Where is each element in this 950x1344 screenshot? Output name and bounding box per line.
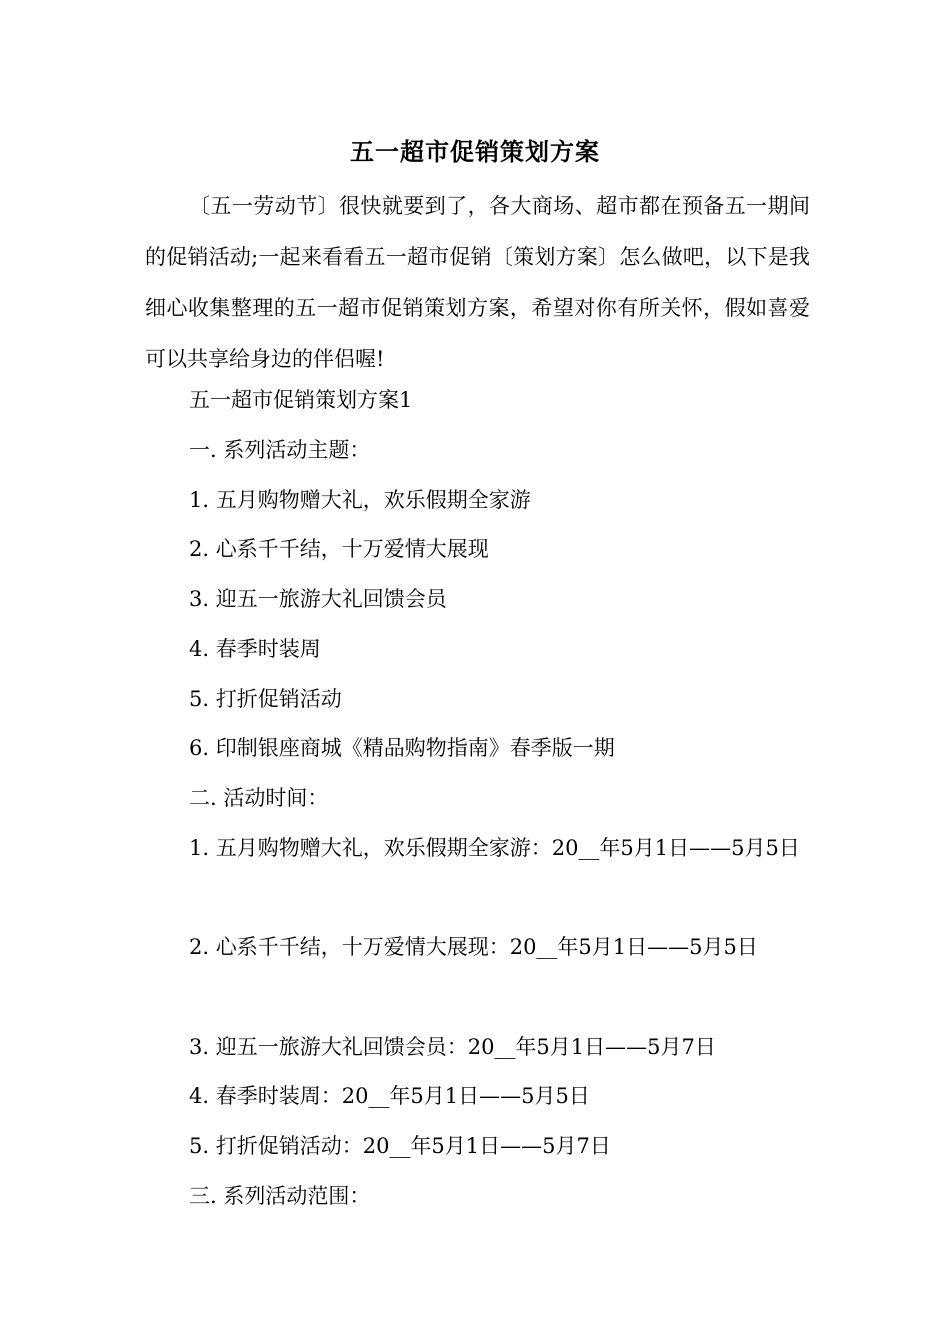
intro-paragraph: 〔五一劳动节〕很快就要到了，各大商场、超市都在预备五一期间的促销活动;一起来看看五一超市促销〔策划方案〕怎么做吧，以下是我细心收集整理的五一超市促销策划方案，希望对你有所关怀，假如喜爱可以共享给身边的伴侣喔!: [145, 194, 810, 371]
list-item: 3. 迎五一旅游大礼回馈会员: [189, 587, 447, 611]
list-item: 5. 打折促销活动: [189, 687, 342, 711]
list-item: 4. 春季时装周：20__年5月1日——5月5日: [189, 1084, 590, 1108]
list-item: 6. 印制银座商城《精品购物指南》春季版一期: [189, 736, 615, 760]
section3-heading: 三. 系列活动范围：: [189, 1184, 371, 1208]
plan-heading: 五一超市促销策划方案1: [189, 388, 413, 412]
list-item: 1. 五月购物赠大礼，欢乐假期全家游：20__年5月1日——5月5日: [189, 836, 800, 860]
list-item: 3. 迎五一旅游大礼回馈会员：20__年5月1日——5月7日: [189, 1035, 716, 1059]
section1-heading: 一. 系列活动主题：: [189, 438, 371, 462]
list-item: 1. 五月购物赠大礼，欢乐假期全家游: [189, 488, 531, 512]
section2-heading: 二. 活动时间：: [189, 786, 329, 810]
list-item: 2. 心系千千结，十万爱情大展现: [189, 537, 489, 561]
list-item: 2. 心系千千结，十万爱情大展现：20__年5月1日——5月5日: [189, 935, 758, 959]
list-item: 4. 春季时装周: [189, 637, 321, 661]
document-title: 五一超市促销策划方案: [350, 137, 600, 166]
list-item: 5. 打折促销活动：20__年5月1日——5月7日: [189, 1134, 611, 1158]
